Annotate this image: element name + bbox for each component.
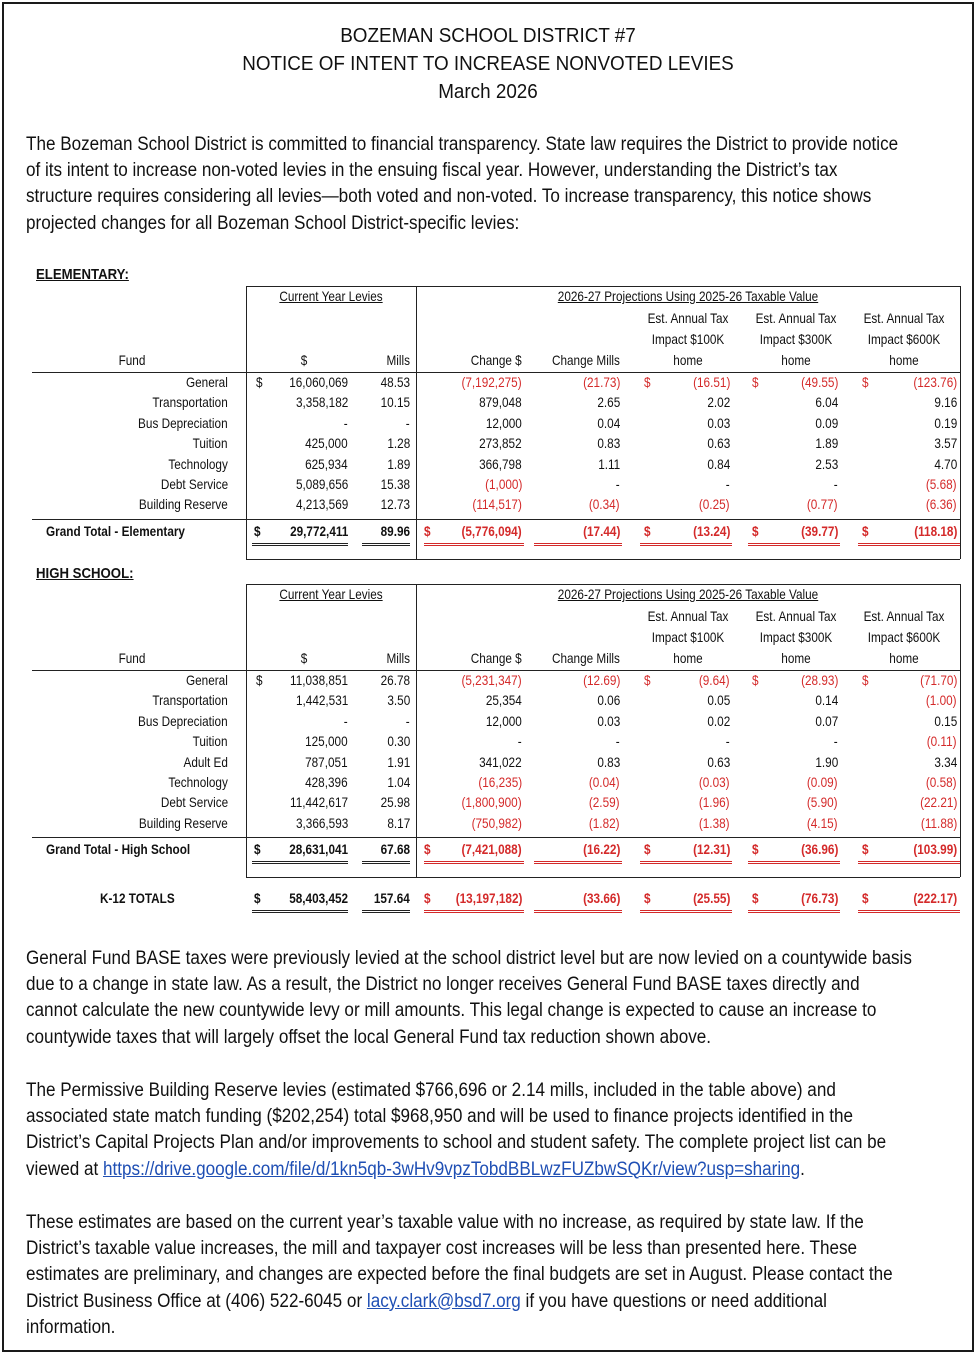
fund-name: Adult Ed (183, 753, 228, 770)
total-impact-100k: (12.31) (692, 841, 730, 858)
rule-line (424, 910, 524, 913)
dollar-sign: $ (424, 890, 431, 906)
impact-600k: (5.68) (926, 476, 957, 492)
total-impact-100k: (13.24) (692, 522, 730, 539)
total-change-mills: (16.22) (582, 841, 620, 858)
dollar-sign: $ (256, 374, 263, 390)
notice-date: March 2026 (438, 80, 538, 103)
current-dollars: 625,934 (305, 455, 348, 472)
change-dollars: 341,022 (479, 753, 522, 770)
impact-300k: (0.77) (807, 496, 838, 513)
impact-300k: 1.89 (815, 435, 838, 452)
notice-page (2, 2, 974, 1352)
dollar-sign: $ (644, 841, 651, 858)
change-dollars: 12,000 (486, 414, 522, 431)
k12-totals-row (32, 888, 962, 918)
reserve-line: associated state match funding ($202,254) total $968,950 and will be used to finance projects identified in the (26, 1106, 854, 1128)
current-year-levies-header: Current Year Levies (279, 586, 383, 602)
change-dollars: (1,800,900) (461, 794, 522, 811)
total-impact-300k: (39.77) (800, 522, 838, 539)
rule-line (858, 861, 960, 864)
rule-line (416, 584, 417, 877)
rule-line (748, 910, 840, 913)
contact-suffix: if you have questions or need additional (520, 1290, 827, 1312)
rule-line (640, 543, 732, 546)
current-dollars: - (344, 712, 348, 729)
current-mills: 10.15 (380, 394, 410, 411)
base-line: cannot calculate the new countywide levy or mill amounts. This legal change is expected to cause an increase to (26, 1000, 877, 1022)
current-dollars: 428,396 (305, 774, 348, 790)
rule-line (252, 861, 348, 864)
current-year-levies-header: Current Year Levies (279, 288, 383, 304)
link-suffix: . (800, 1158, 805, 1180)
rule-line (960, 286, 961, 559)
impact-600k: 0.15 (934, 712, 957, 729)
total-dollars: 28,631,041 (289, 841, 348, 858)
impact-300k: (0.09) (807, 774, 838, 790)
dollar-sign: $ (752, 374, 759, 390)
impact-100k-header: home (673, 650, 703, 666)
rule-line (858, 543, 960, 546)
rule-line (640, 861, 732, 864)
current-dollars: 425,000 (305, 435, 348, 452)
dollar-sign: $ (862, 522, 869, 539)
dollar-sign: $ (862, 890, 869, 906)
estimates-line: information. (26, 1316, 116, 1338)
impact-100k: (9.64) (699, 672, 730, 688)
change-dollars-header: Change $ (470, 650, 522, 666)
impact-100k: 0.63 (707, 435, 730, 452)
total-change-mills: (17.44) (582, 522, 620, 539)
high-school-table (32, 584, 962, 874)
reserve-line (26, 1157, 967, 1183)
current-dollars: 11,038,851 (290, 672, 348, 688)
impact-300k: 1.90 (815, 753, 838, 770)
base-tax-paragraph (26, 946, 967, 1051)
dollar-sign: $ (644, 522, 651, 539)
building-reserve-paragraph (26, 1078, 967, 1183)
rule-line (32, 837, 960, 838)
fund-name: Technology (168, 455, 228, 472)
impact-600k: (22.21) (919, 794, 957, 811)
impact-300k-header: Impact $300K (759, 331, 833, 347)
impact-300k: 2.53 (815, 455, 838, 472)
total-change-dollars: (13,197,182) (455, 890, 522, 906)
change-mills: - (616, 733, 620, 750)
rule-line (858, 910, 960, 913)
current-mills: 26.78 (380, 672, 410, 688)
projections-header: 2026-27 Projections Using 2025-26 Taxable Value (557, 586, 819, 602)
current-dollars: 4,213,569 (295, 496, 348, 513)
dollar-sign: $ (424, 841, 431, 858)
total-mills: 67.68 (380, 841, 410, 858)
impact-100k: 0.05 (707, 692, 730, 709)
change-dollars: (114,517) (472, 496, 522, 513)
email-link[interactable]: lacy.clark@bsd7.org (366, 1290, 521, 1312)
impact-600k: (11.88) (920, 814, 957, 831)
change-mills: 0.06 (597, 692, 620, 709)
fund-name: Building Reserve (139, 814, 228, 831)
notice-title: NOTICE OF INTENT TO INCREASE NONVOTED LEVIES (242, 52, 734, 75)
intro-paragraph (26, 132, 967, 237)
rule-line (362, 910, 410, 913)
fund-name: Transportation (152, 394, 228, 411)
impact-100k: 0.03 (707, 414, 730, 431)
rule-line (534, 861, 622, 864)
change-mills: (12.69) (582, 672, 620, 688)
impact-600k: 3.57 (934, 435, 957, 452)
impact-300k-header: Est. Annual Tax (755, 608, 837, 624)
dollar-sign: $ (256, 672, 263, 688)
change-mills: 0.83 (597, 435, 620, 452)
impact-300k: (4.15) (807, 814, 838, 831)
impact-100k-header: Impact $100K (651, 629, 725, 645)
dollar-sign: $ (254, 890, 261, 906)
notice-header (43, 22, 934, 106)
estimates-paragraph (26, 1210, 967, 1341)
rule-line (748, 543, 840, 546)
change-mills: - (616, 476, 620, 492)
rule-line (246, 286, 960, 287)
change-mills: 0.04 (597, 414, 620, 431)
reserve-line: District’s Capital Projects Plan and/or improvements to school and student safety. The complete project list can be (26, 1132, 887, 1154)
change-mills-header: Change Mills (552, 650, 620, 666)
rule-line (246, 584, 960, 585)
rule-line (362, 543, 410, 546)
impact-600k-header: Impact $600K (867, 629, 941, 645)
dollars-header: $ (300, 650, 308, 666)
impact-100k: 0.84 (707, 455, 730, 472)
dollar-sign: $ (862, 374, 869, 390)
change-dollars: (750,982) (471, 814, 522, 831)
impact-100k-header: Impact $100K (651, 331, 725, 347)
impact-300k-header: Impact $300K (759, 629, 833, 645)
base-line: countywide taxes that will largely offset the local General Fund tax reduction shown above. (26, 1026, 712, 1048)
estimates-line: These estimates are based on the current year’s taxable value with no increase, as required by state law. If the (26, 1212, 864, 1233)
fund-name: Bus Depreciation (138, 712, 228, 729)
impact-100k: - (726, 476, 730, 492)
impact-300k: - (834, 476, 838, 492)
impact-600k: (6.36) (926, 496, 957, 513)
elementary-table (32, 286, 962, 556)
total-impact-600k: (103.99) (913, 841, 957, 858)
rule-line (534, 910, 622, 913)
impact-600k: 3.34 (934, 753, 957, 770)
impact-100k-header: Est. Annual Tax (647, 608, 729, 624)
current-mills: 48.53 (380, 374, 410, 390)
projections-header: 2026-27 Projections Using 2025-26 Taxable Value (557, 288, 819, 304)
change-dollars: (1,000) (484, 476, 522, 492)
impact-300k: (28.93) (800, 672, 838, 688)
total-dollars: 58,403,452 (289, 890, 348, 906)
fund-name: Tuition (193, 733, 228, 750)
fund-name: Transportation (152, 692, 228, 709)
rule-line (252, 543, 348, 546)
change-mills: 0.03 (597, 712, 620, 729)
current-mills: 1.91 (387, 753, 410, 770)
change-mills: (0.04) (589, 774, 620, 790)
impact-100k: (16.51) (692, 374, 730, 390)
total-change-dollars: (7,421,088) (461, 841, 522, 858)
change-dollars: 273,852 (479, 435, 522, 452)
impact-300k: 0.09 (815, 414, 838, 431)
dollar-sign: $ (752, 672, 759, 688)
mills-header: Mills (386, 650, 410, 666)
estimates-line (26, 1289, 967, 1315)
impact-600k: 4.70 (934, 455, 957, 472)
impact-600k-header: home (889, 650, 919, 666)
total-impact-100k: (25.55) (692, 890, 730, 906)
link-prefix: viewed at (26, 1158, 103, 1180)
current-mills: - (406, 712, 410, 729)
total-mills: 157.64 (374, 890, 410, 906)
impact-300k: 0.07 (815, 712, 838, 729)
dollar-sign: $ (644, 890, 651, 906)
change-mills: (21.73) (582, 374, 620, 390)
fund-header: Fund (118, 650, 146, 666)
impact-100k: 0.63 (707, 753, 730, 770)
mills-header: Mills (386, 352, 410, 368)
fund-name: Technology (168, 774, 228, 790)
rule-line (362, 861, 410, 864)
impact-600k: (71.70) (919, 672, 957, 688)
grand-total-label: Grand Total - High School (46, 841, 191, 858)
current-dollars: 125,000 (305, 733, 348, 750)
rule-line (424, 543, 524, 546)
grand-total-label: Grand Total - Elementary (46, 522, 185, 539)
rule-line (32, 519, 960, 520)
dollar-sign: $ (862, 672, 869, 688)
current-mills: - (406, 414, 410, 431)
rule-line (32, 372, 960, 373)
impact-300k: 6.04 (815, 394, 838, 411)
change-dollars: (16,235) (478, 774, 522, 790)
estimates-line: District’s taxable value increases, the mill and taxpayer cost increases will be less than presented here. These (26, 1238, 858, 1260)
intro-line: projected changes for all Bozeman School District-specific levies: (26, 212, 520, 234)
impact-600k: 9.16 (934, 394, 957, 411)
impact-600k: (1.00) (926, 692, 957, 709)
current-mills: 8.17 (387, 814, 410, 831)
impact-100k: - (726, 733, 730, 750)
base-line: General Fund BASE taxes were previously levied at the school district level but are now levied on a countywide basis (26, 948, 912, 969)
current-mills: 1.04 (387, 774, 410, 790)
fund-name: Tuition (193, 435, 228, 452)
fund-header: Fund (118, 352, 146, 368)
impact-300k-header: home (781, 352, 811, 368)
rule-line (246, 877, 960, 878)
estimates-line: estimates are preliminary, and changes are expected before the final budgets are set in August. Please contact the (26, 1264, 893, 1286)
impact-600k-header: Est. Annual Tax (863, 310, 945, 326)
rule-line (960, 584, 961, 877)
change-dollars: (7,192,275) (461, 374, 522, 390)
fund-name: General (186, 672, 228, 688)
impact-600k: (123.76) (913, 374, 957, 390)
total-change-mills: (33.66) (582, 890, 620, 906)
dollar-sign: $ (254, 522, 261, 539)
dollar-sign: $ (752, 890, 759, 906)
rule-line (252, 910, 348, 913)
change-mills: 2.65 (597, 394, 620, 411)
impact-300k: (5.90) (807, 794, 838, 811)
impact-100k: 0.02 (707, 712, 730, 729)
change-dollars: (5,231,347) (461, 672, 522, 688)
change-mills: 1.11 (597, 455, 620, 472)
impact-100k-header: Est. Annual Tax (647, 310, 729, 326)
impact-600k: (0.58) (926, 774, 957, 790)
intro-line: structure requires considering all levies—both voted and non-voted. To increase transparency, this notice shows (26, 186, 872, 208)
total-change-dollars: (5,776,094) (461, 522, 522, 539)
rule-line (640, 910, 732, 913)
elementary-label: ELEMENTARY: (36, 266, 129, 283)
impact-600k: 0.19 (934, 414, 957, 431)
current-mills: 25.98 (380, 794, 410, 811)
change-mills: (1.82) (589, 814, 620, 831)
total-impact-600k: (118.18) (913, 522, 957, 539)
change-mills: (2.59) (589, 794, 620, 811)
change-mills: 0.83 (597, 753, 620, 770)
current-dollars: 11,442,617 (290, 794, 348, 811)
intro-line: The Bozeman School District is committed to financial transparency. State law requires the District to provide notice (26, 134, 899, 155)
change-mills: (0.34) (589, 496, 620, 513)
total-mills: 89.96 (380, 522, 410, 539)
dollar-sign: $ (752, 522, 759, 539)
rule-line (424, 861, 524, 864)
fund-name: General (186, 374, 228, 390)
current-dollars: 3,358,182 (295, 394, 348, 411)
change-dollars: 25,354 (486, 692, 522, 709)
current-mills: 3.50 (387, 692, 410, 709)
total-impact-600k: (222.17) (913, 890, 957, 906)
impact-600k-header: home (889, 352, 919, 368)
rule-line (32, 670, 960, 671)
impact-100k-header: home (673, 352, 703, 368)
fund-name: Debt Service (160, 794, 228, 811)
current-mills: 1.89 (387, 455, 410, 472)
current-dollars: 5,089,656 (295, 476, 348, 492)
contact-prefix: District Business Office at (406) 522-6045 or (26, 1290, 367, 1312)
impact-100k: (1.96) (699, 794, 730, 811)
dollar-sign: $ (254, 841, 261, 858)
impact-600k-header: Est. Annual Tax (863, 608, 945, 624)
impact-300k-header: Est. Annual Tax (755, 310, 837, 326)
rule-line (246, 559, 960, 560)
dollar-sign: $ (862, 841, 869, 858)
impact-100k: 2.02 (707, 394, 730, 411)
project-list-link[interactable]: https://drive.google.com/file/d/1kn5qb-3wHv9vpzTobdBBLwzFUZbwSQKr/view?usp=sharing (102, 1158, 801, 1180)
current-mills: 0.30 (387, 733, 410, 750)
change-dollars: - (518, 733, 522, 750)
fund-name: Debt Service (160, 476, 228, 492)
k12-totals-label: K-12 TOTALS (100, 890, 175, 906)
dollar-sign: $ (424, 522, 431, 539)
dollar-sign: $ (644, 374, 651, 390)
dollar-sign: $ (752, 841, 759, 858)
impact-300k-header: home (781, 650, 811, 666)
current-mills: 12.73 (380, 496, 410, 513)
dollars-header: $ (300, 352, 308, 368)
rule-line (748, 861, 840, 864)
high-school-label: HIGH SCHOOL: (36, 565, 134, 582)
dollar-sign: $ (644, 672, 651, 688)
current-dollars: - (344, 414, 348, 431)
reserve-line: The Permissive Building Reserve levies (estimated $766,696 or 2.14 mills, included in the table above) and (26, 1080, 836, 1101)
intro-line: of its intent to increase non-voted levies in the ensuing fiscal year. However, understanding the District’s tax (26, 160, 838, 182)
current-mills: 15.38 (380, 476, 410, 492)
change-dollars: 12,000 (486, 712, 522, 729)
total-dollars: 29,772,411 (289, 522, 348, 539)
change-dollars-header: Change $ (470, 352, 522, 368)
impact-300k: (49.55) (800, 374, 838, 390)
change-dollars: 366,798 (479, 455, 522, 472)
fund-name: Building Reserve (139, 496, 228, 513)
current-dollars: 1,442,531 (295, 692, 348, 709)
current-dollars: 787,051 (305, 753, 348, 770)
impact-600k-header: Impact $600K (867, 331, 941, 347)
base-line: due to a change in state law. As a result, the District no longer receives General Fund BASE taxes directly and (26, 974, 860, 996)
district-name: BOZEMAN SCHOOL DISTRICT #7 (340, 24, 636, 47)
change-mills-header: Change Mills (552, 352, 620, 368)
impact-100k: (0.25) (699, 496, 730, 513)
impact-300k: 0.14 (815, 692, 838, 709)
total-impact-300k: (76.73) (800, 890, 838, 906)
rule-line (246, 584, 247, 877)
rule-line (534, 543, 622, 546)
current-dollars: 3,366,593 (295, 814, 348, 831)
current-dollars: 16,060,069 (289, 374, 348, 390)
impact-100k: (0.03) (699, 774, 730, 790)
current-mills: 1.28 (387, 435, 410, 452)
impact-600k: (0.11) (927, 733, 957, 750)
change-dollars: 879,048 (479, 394, 522, 411)
fund-name: Bus Depreciation (138, 414, 228, 431)
impact-100k: (1.38) (699, 814, 730, 831)
total-impact-300k: (36.96) (800, 841, 838, 858)
impact-300k: - (834, 733, 838, 750)
